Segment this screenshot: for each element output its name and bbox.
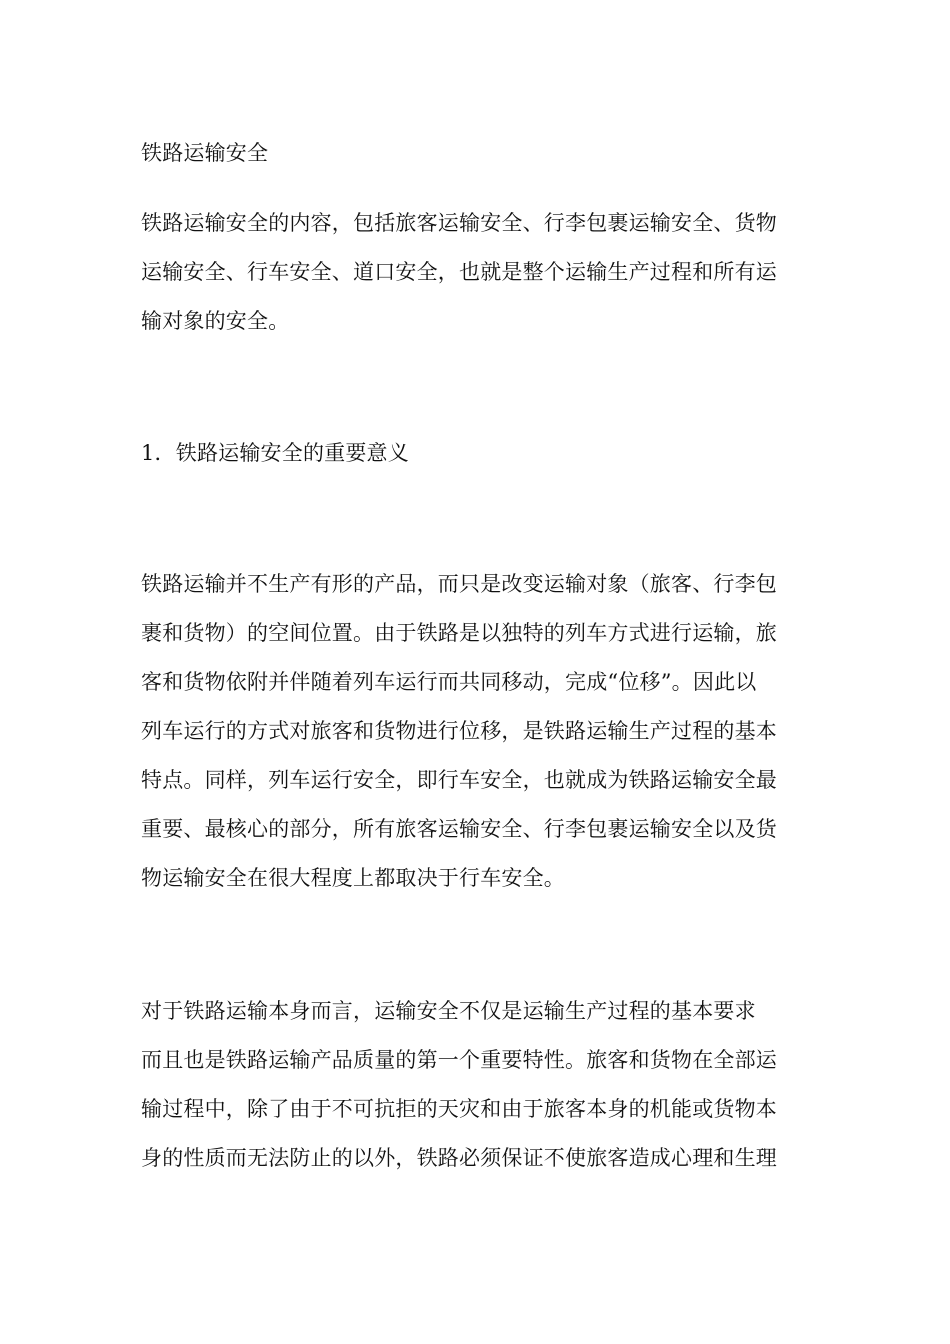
paragraph-line: 身的性质而无法防止的以外，铁路必须保证不使旅客造成心理和生理 [141, 1146, 777, 1170]
paragraph-line: 对于铁路运输本身而言，运输安全不仅是运输生产过程的基本要求 [141, 999, 756, 1023]
paragraph-line: 列车运行的方式对旅客和货物进行位移，是铁路运输生产过程的基本 [141, 719, 777, 743]
paragraph-line: 裹和货物）的空间位置。由于铁路是以独特的列车方式进行运输，旅 [141, 621, 777, 645]
intro-line: 运输安全、行车安全、道口安全，也就是整个运输生产过程和所有运 [141, 260, 777, 284]
paragraph-line: 重要、最核心的部分，所有旅客运输安全、行李包裹运输安全以及货 [141, 817, 777, 841]
intro-line: 铁路运输安全的内容，包括旅客运输安全、行李包裹运输安全、货物 [141, 211, 777, 235]
paragraph-line: 铁路运输并不生产有形的产品，而只是改变运输对象（旅客、行李包 [141, 572, 777, 596]
section-heading: 1．铁路运输安全的重要意义 [141, 441, 409, 465]
intro-line: 输对象的安全。 [141, 309, 290, 333]
document-title: 铁路运输安全 [141, 141, 269, 165]
paragraph-line: 输过程中，除了由于不可抗拒的天灾和由于旅客本身的机能或货物本 [141, 1097, 777, 1121]
paragraph-line: 特点。同样，列车运行安全，即行车安全，也就成为铁路运输安全最 [141, 768, 777, 792]
paragraph-line: 而且也是铁路运输产品质量的第一个重要特性。旅客和货物在全部运 [141, 1048, 777, 1072]
paragraph-line: 物运输安全在很大程度上都取决于行车安全。 [141, 866, 565, 890]
paragraph-line: 客和货物依附并伴随着列车运行而共同移动，完成“位移”。因此以 [141, 670, 757, 694]
